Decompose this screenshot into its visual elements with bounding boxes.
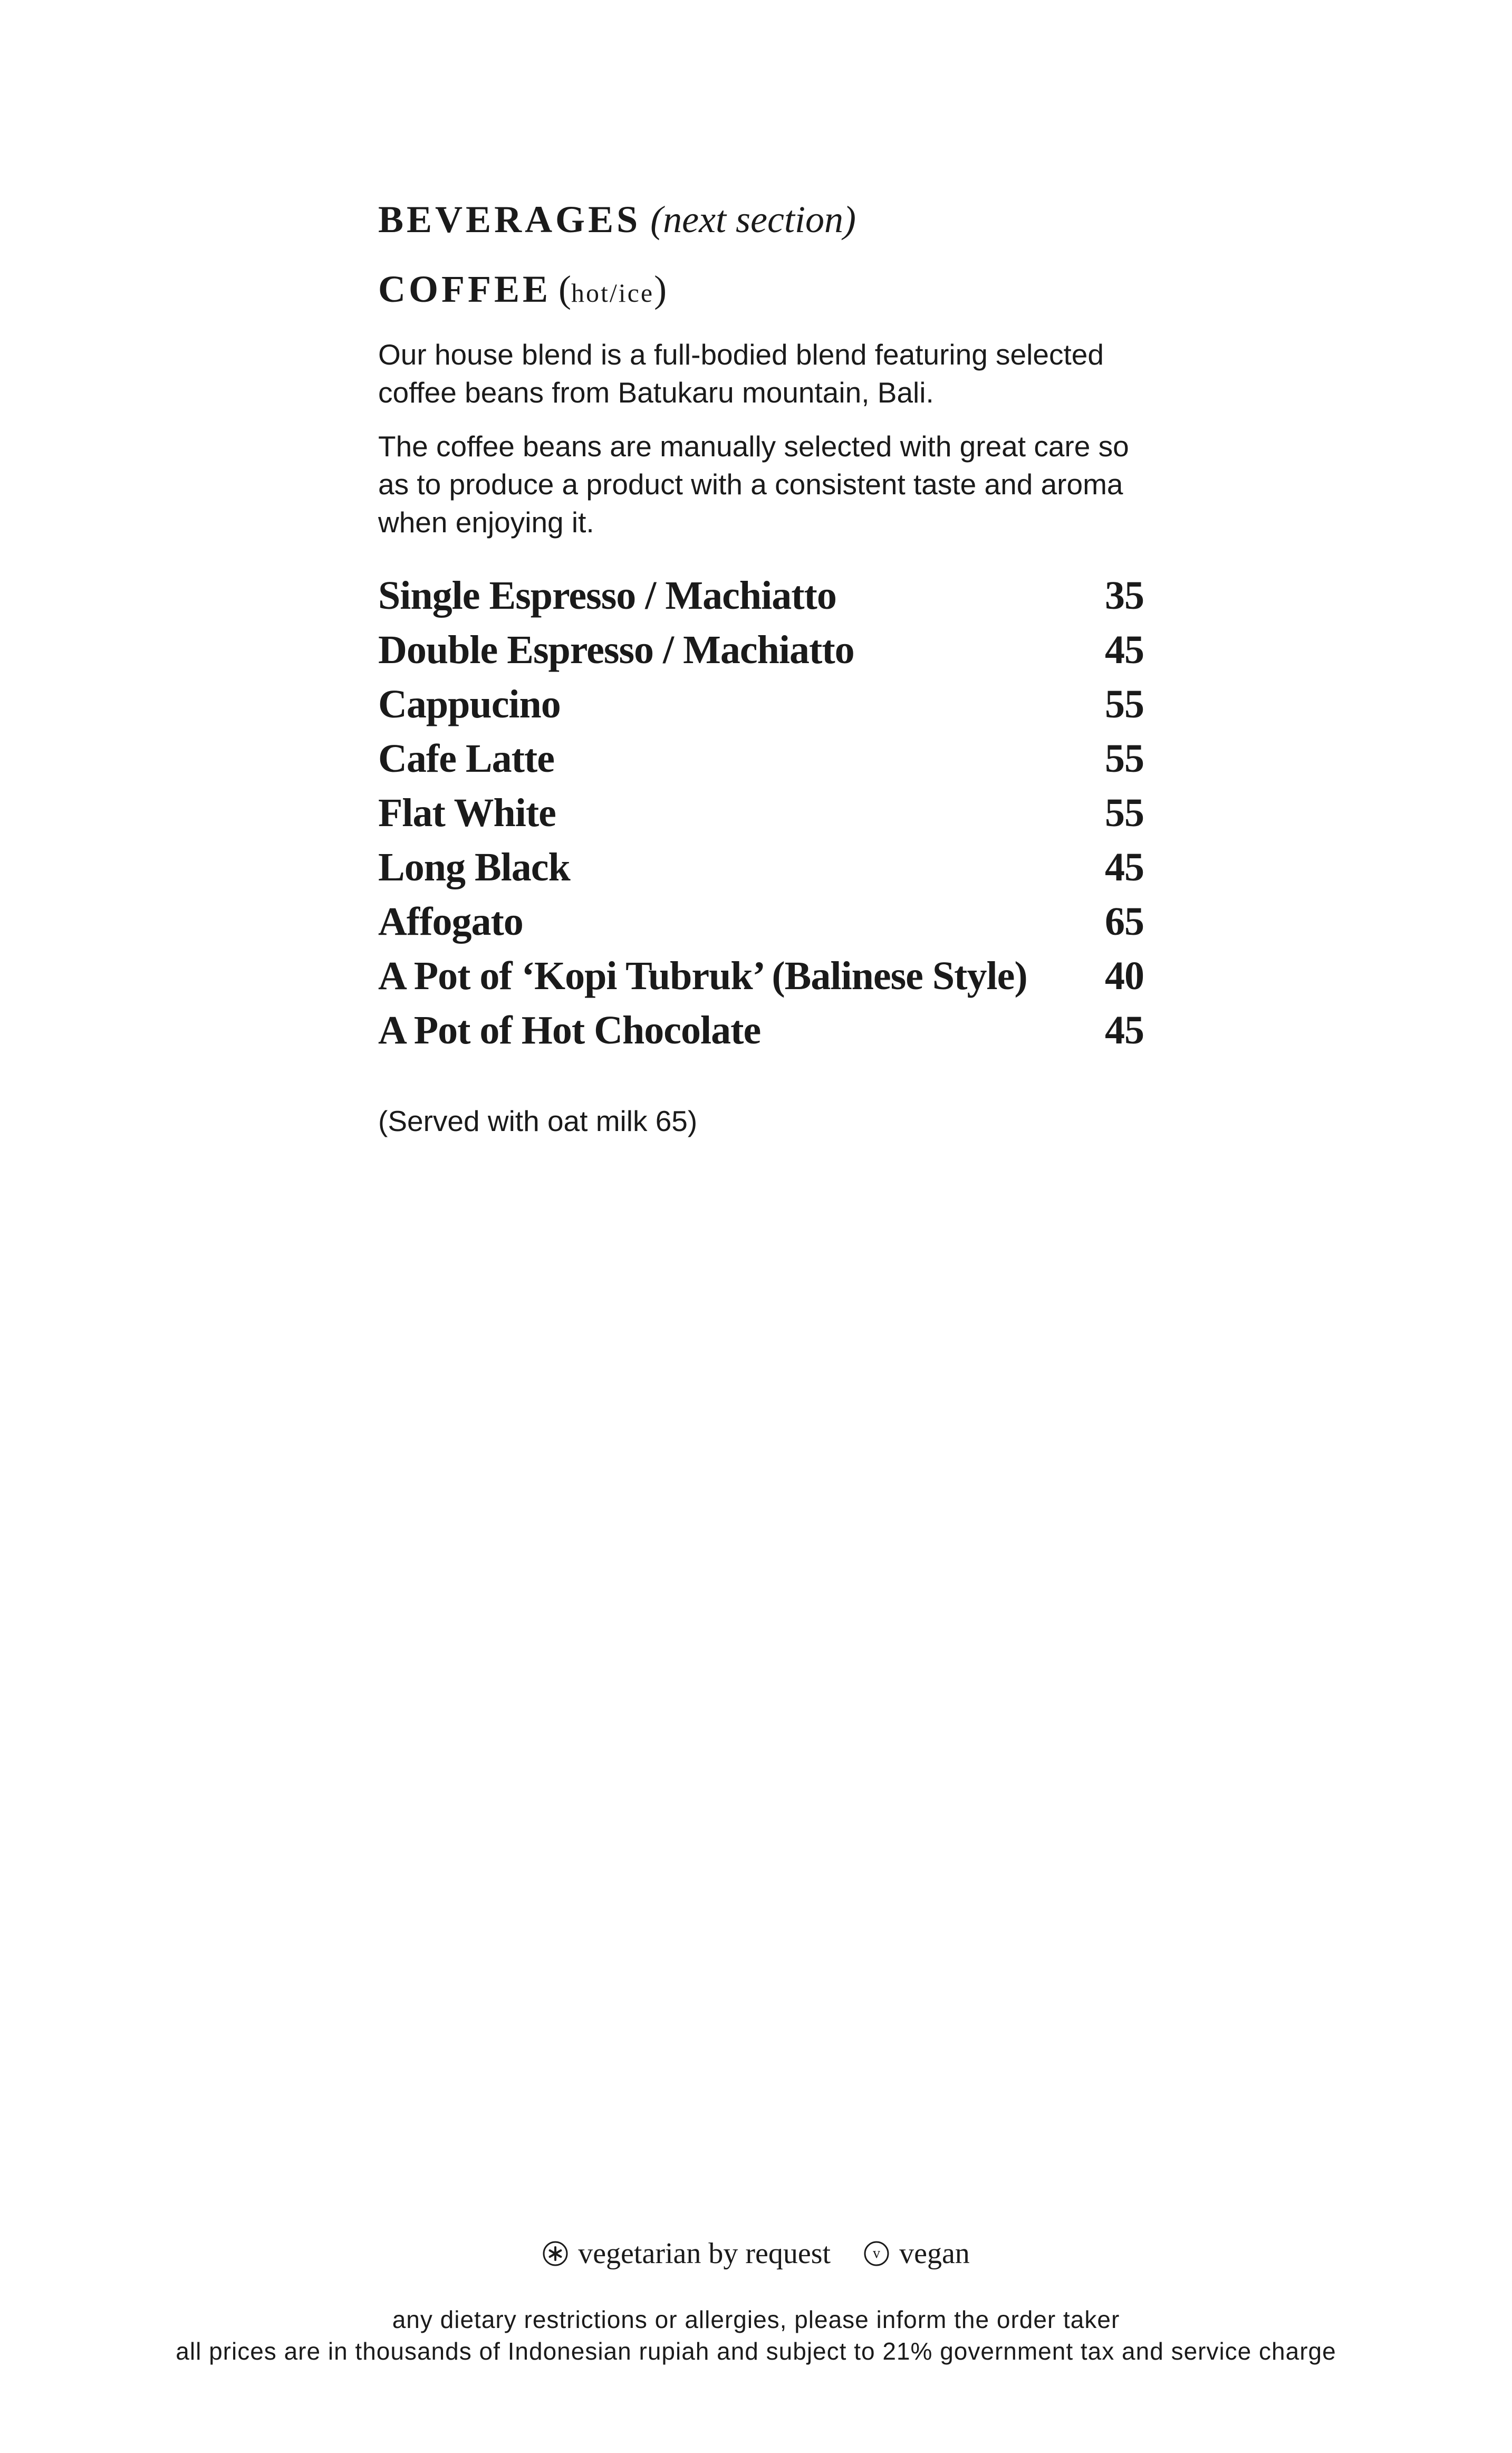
menu-item <box>378 899 1148 953</box>
item-name: Single Espresso / Machiatto <box>378 573 836 618</box>
item-price: 55 <box>1105 682 1144 726</box>
menu-item <box>378 627 1148 682</box>
dietary-legend <box>0 2237 1512 2270</box>
menu-item <box>378 1008 1148 1062</box>
item-price: 35 <box>1105 573 1144 618</box>
section-title: BEVERAGES <box>378 198 641 241</box>
oat-milk-note: (Served with oat milk 65) <box>378 1105 698 1137</box>
asterisk-circle-icon <box>542 2240 569 2267</box>
menu-item <box>378 573 1148 627</box>
menu-item <box>378 790 1148 845</box>
coffee-description-2: The coffee beans are manually selected with great care so as to produce a product with a consistent taste and aroma when enjoying it. <box>378 430 1129 539</box>
paren-open: ( <box>558 268 571 310</box>
item-price: 40 <box>1105 954 1144 998</box>
item-price: 45 <box>1105 628 1144 672</box>
menu-item <box>378 682 1148 736</box>
footer-dietary-note: any dietary restrictions or allergies, please inform the order taker <box>392 2306 1120 2333</box>
coffee-heading <box>378 270 1148 308</box>
menu-item <box>378 736 1148 790</box>
item-name: Cappucino <box>378 682 561 726</box>
v-glyph: v <box>873 2245 881 2262</box>
coffee-subtitle-text: hot/ice <box>571 278 654 308</box>
legend-vegan <box>863 2237 970 2270</box>
item-price: 45 <box>1105 845 1144 889</box>
footer-price-note: all prices are in thousands of Indonesian rupiah and subject to 21% government tax and service charge <box>176 2337 1336 2365</box>
item-name: Affogato <box>378 899 523 944</box>
item-name: Flat White <box>378 791 556 835</box>
legend-vegan-label: vegan <box>899 2237 970 2270</box>
v-circle-icon <box>863 2240 890 2267</box>
menu-content <box>378 200 1148 1138</box>
paren-close: ) <box>654 268 667 310</box>
coffee-description-1: Our house blend is a full-bodied blend featuring selected coffee beans from Batukaru mountain, Bali. <box>378 338 1104 409</box>
legend-vegetarian <box>542 2237 831 2270</box>
item-price: 55 <box>1105 736 1144 781</box>
section-note: (next section) <box>650 198 856 241</box>
coffee-menu-list <box>378 573 1148 1062</box>
menu-item <box>378 845 1148 899</box>
item-name: Cafe Latte <box>378 736 554 781</box>
item-name: Long Black <box>378 845 570 889</box>
item-price: 65 <box>1105 899 1144 944</box>
item-name: A Pot of Hot Chocolate <box>378 1008 761 1052</box>
legend-vegetarian-label: vegetarian by request <box>578 2237 831 2270</box>
coffee-title: COFFEE <box>378 268 552 310</box>
item-name: A Pot of ‘Kopi Tubruk’ (Balinese Style) <box>378 954 1027 998</box>
item-name: Double Espresso / Machiatto <box>378 628 854 672</box>
menu-item <box>378 953 1148 1008</box>
coffee-subtitle <box>558 268 667 310</box>
section-heading <box>378 198 1148 241</box>
item-price: 45 <box>1105 1008 1144 1052</box>
item-price: 55 <box>1105 791 1144 835</box>
